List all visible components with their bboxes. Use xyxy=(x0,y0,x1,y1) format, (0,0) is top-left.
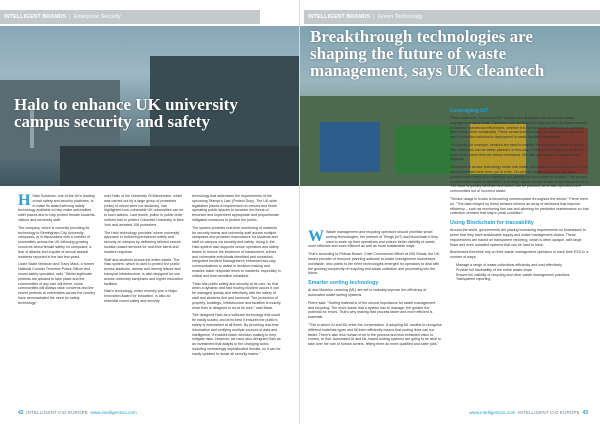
article-headline: Breakthrough technologies are shaping the future of waste management, says UK cleantech xyxy=(310,27,545,80)
paragraph: "In Norway, for example, sensors are used to monitor the amount of waste in bins so that collections can be better planned. In this way, collections are kept to a minimum, while at the same time we reduce emissions. We also use waste is collected more regularly. xyxy=(450,142,585,162)
paragraph: Halo's technology, which recently won a Major Innovation Award for education, is also an essential crowd safety and security xyxy=(104,289,178,303)
paragraph: Staff and students across the entire estate. The Halo system, which is used to protect the public across stadiums, arenas and among leisure and transport infrastructure, is also designed for use across university campuses and higher education facilities. xyxy=(104,257,183,286)
subheading: Using Blockchain for traceability xyxy=(450,220,534,227)
subheading: Leveraging IoT xyxy=(450,108,489,114)
list-item: • Manage a range of waste collections efficiently and cost-effectively xyxy=(456,263,590,268)
paragraph: "Halo has public safety and security at its core, so that when a dynamic and fast moving incident occurs it can be managed quickly and effectively with the safety of staff and students first and foremost. The protection of property, buildings, infrastructure and facilities is exactly what Halo is designed to do at its core," said Mack. xyxy=(192,281,281,310)
list-item: • Ensure full visibility of recycling and other waste management practices xyxy=(456,273,590,278)
paragraph: The company, which is currently providing its technology to Birmingham City University campuses, is in discussions with a number of universities across the UK following growing concerns about female safety on campuses, a fear of attacks and a spate of sexual assault incidents reported in the last few years. xyxy=(18,225,92,259)
page-number: 43 xyxy=(582,410,588,416)
subheading: Smarter sorting technology xyxy=(308,280,379,287)
section-header-bar: INTELLIGENT BRANDS | Green Technology xyxy=(304,10,600,24)
article-column-1 xyxy=(18,194,96,404)
footer-brand: INTELLIGENT CIO EUROPE xyxy=(26,410,88,415)
footer-brand: INTELLIGENT CIO EUROPE xyxy=(518,410,580,415)
list-item: • Provide full traceability of the entire waste chain xyxy=(456,268,590,273)
footer-domain: www.intelligentcio.com xyxy=(469,410,516,415)
article-column-1 xyxy=(308,230,442,406)
paragraph: That's according to Pelican Bower, Chief Commercial Officer at ISB Global, the UK-based provider of resource planning software to waste management businesses worldwide, who points to the three technologies emerged for operators to deal with the growing complexity of recycling and waste collection and processing into the future. xyxy=(308,252,441,276)
article-column-2 xyxy=(104,194,184,404)
section-topic: Green Technology xyxy=(377,14,423,20)
page-number: 42 xyxy=(18,410,24,416)
paragraph: Businesses therefore rely on their waste management operators to track their ESG in a number of ways: xyxy=(450,250,589,260)
article-headline: Halo to enhance UK university campus security and safety xyxy=(14,95,238,131)
article-column-2 xyxy=(450,104,590,406)
footer-domain: www.intelligentcio.com xyxy=(90,410,137,415)
section-label: INTELLIGENT BRANDS xyxy=(4,14,67,20)
right-page xyxy=(300,0,600,424)
paragraph: "Sensor usage in trucks is becoming commonplace throughout the sector," Pierre went on. "The data relayed by these sensors informs an array of decisions that improve efficiency – such as monitoring fuel use and allowing for predictive maintenance so that collection vehicles that stay in peak condition." xyxy=(450,196,589,216)
section-topic: Enterprise Security xyxy=(73,14,121,20)
paragraph: Halo Solutions, one of the UK's leading crowd safety and security platforms, is to make its award-winning safety technology available to help make universities safer places and to help protect female students, visitors and university staff. xyxy=(18,194,96,222)
list-item: • Transparent reporting xyxy=(456,277,590,282)
paragraph: "This is where AI and ML enter the conversation. If adopting ML models to recognise different materials types and fill them efficiently means that sorting lines can run faster. There's also less human error in the process and less extracted value to control, to that. Automated AI and ML-based sorting systems are going to be able to take over the role of human sorters, letting them do more qualified and safer jobs." xyxy=(308,322,442,347)
bullet-list xyxy=(450,263,590,282)
paragraph: The system provides real-time monitoring of incidents for security teams and university staff across multiple campuses and provides reassurance for students and staff on campus via security and safety. Using it, the Halo system also supports venue operators and safety teams to reduce the incidence of harassment, crimes and vulnerable individuals identified and contacted; Integrated Incident Management; enhanced two-way communications to assist in decision-making and enables faster response times to incidents, especially in critical and time-sensitive situations. xyxy=(192,225,281,278)
section-label: INTELLIGENT BRANDS xyxy=(308,14,371,20)
drop-cap: H xyxy=(18,194,31,209)
page-footer xyxy=(469,410,588,416)
section-header-bar: INTELLIGENT BRANDS | Enterprise Security xyxy=(0,10,260,24)
paragraph: "We designed Halo as a software technology that could be easily scaled, and at its best it ensures the public's safety is maintained at all times. By providing real-time information and verifying multiple sources of data and intelligence, it enables faster decision-making to help mitigate risks. However, we have also designed Halo as an investment that adapts to the changing world, including increasingly sophisticated threats, so it can be easily updated to assist all security teams." xyxy=(192,313,281,356)
paragraph: "Advances in sensor technology mean that waste companies can also detect when the wrong materials have been put in a bin. On-vehicle images recognise and have contamination before it is collected and identify the bins where its location. The correct contaminated waste is identified, or at least, allows on-site to see which data a bin is in. The issue is quickly identified and action can be planned, so to take operators and communities out of incorrect waste. xyxy=(450,165,589,194)
paragraph: Around the world, governments are placing increasing requirements on businesses to prove that they have sustainable supply and waste management chains. These requirements are based on transparent reporting, which is often opaque, with large flows and even outdated systems that can be hard to track. xyxy=(450,228,586,247)
paragraph: Pierre continued: "Connected IoT sensors are already in use across the waste management value chain. Operators use the real-time data provided by these sensors to improve operational efficiencies, whether it is by improving collections or planning their routes more sustainably. These sensors send across the value chain, from their use in collection vehicles to deployment in waste facilities themselves. xyxy=(450,116,587,140)
paragraph: Lizzie Skate Meldrum and Tracy Mack, a former National Counter Terrorism Police Officer and crowd safety specialist, said: "Whilst legitimate protests are allowed to take place and the communities of any size will thrive, some communities will always raise concerns and the recent protests at universities across the country have demonstrated the need for safety technology." xyxy=(18,262,96,305)
page-footer xyxy=(18,410,137,416)
paragraph: AI and Machine Learning (ML) are set to radically improve the efficiency of automated waste sorting systems. xyxy=(308,288,427,297)
paragraph: technology that addresses the requirements of the upcoming 'Martyn's Law' (Protect Duty). The UK-wide legislation places a requirement on venues and those operating public spaces to consider the threat of terrorism and implement appropriate and proportionate mitigation measures to protect the public. xyxy=(192,194,280,222)
article-column-3 xyxy=(192,194,282,404)
drop-cap: W xyxy=(308,230,324,245)
paragraph: over Halls of the University Of Manchester, which was carried out by a large group of protesters (many of whom were not students), has highlighted how vulnerable UK universities can be to such actions. Last month, police in public order uniform had to protect Columbia University in New York and arrested 108 protesters. xyxy=(104,194,184,227)
paragraph: Waste management and recycling operators should prioritise smart sorting technologies, the Internet of Things (IoT) and blockchain if they want to scale up their operations and ensure better visibility of waste, more effective and more efficient as well as more sustainable ways. xyxy=(308,230,439,249)
paragraph: Pierre said: "Sorting material is of the utmost importance for waste management and recycling. The more waste that a system has to manage, the greater the potential for errors. That's why making that process faster and more efficient is essential. xyxy=(308,300,436,320)
paragraph: The Halo technology provides 'where university' approach to bolstering enhanced safety and security on campus by delivering tailored secure location-based services for real-time alerts and incident response. xyxy=(104,230,181,254)
